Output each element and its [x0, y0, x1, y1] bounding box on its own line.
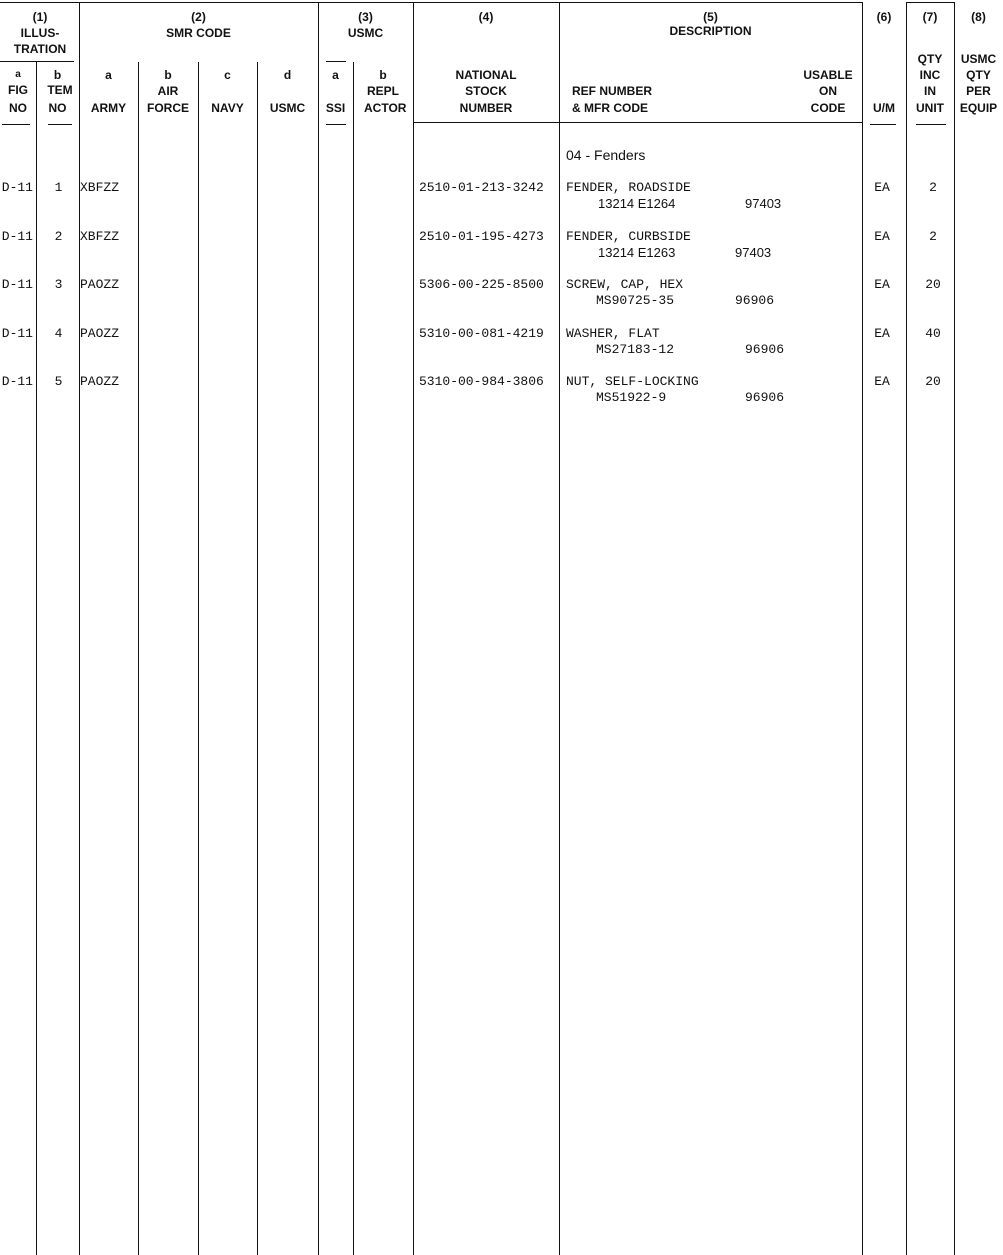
col-divider	[559, 2, 560, 1255]
mfr-code: 96906	[745, 390, 785, 405]
part-description: NUT, SELF-LOCKING	[566, 374, 699, 389]
col4-line1: NATIONAL	[455, 68, 517, 82]
col1-number: (1)	[32, 10, 48, 24]
national-stock-number: 5310-00-081-4219	[419, 326, 544, 341]
col4-number: (4)	[478, 10, 494, 24]
army-smr-code: XBFZZ	[80, 180, 120, 195]
col5-title: DESCRIPTION	[669, 24, 752, 38]
um-underline	[870, 124, 896, 125]
col5-usable-line1: USABLE	[803, 68, 853, 82]
col7-line4: UNIT	[916, 101, 944, 115]
part-description: FENDER, CURBSIDE	[566, 229, 691, 244]
col1b-line2: NO	[48, 101, 67, 115]
col-divider	[353, 62, 354, 1255]
col7-line3: IN	[924, 84, 936, 98]
col7-number: (7)	[922, 10, 938, 24]
col4-line3: NUMBER	[459, 101, 513, 115]
mfr-code: 96906	[745, 342, 785, 357]
qty-underline	[916, 124, 946, 125]
fig-number: D-11	[1, 277, 33, 292]
part-description: SCREW, CAP, HEX	[566, 277, 684, 292]
qty-in-unit: 40	[925, 326, 941, 341]
col2b-line1: AIR	[157, 84, 179, 98]
part-description: FENDER, ROADSIDE	[566, 180, 691, 195]
ssi-underline	[326, 124, 346, 125]
col2b-letter: b	[164, 68, 172, 82]
item-underline	[48, 124, 72, 125]
ref-number: 13214 E1263	[598, 245, 676, 260]
army-smr-code: PAOZZ	[80, 326, 120, 341]
col1a-line1: FIG	[8, 83, 28, 97]
national-stock-number: 2510-01-195-4273	[419, 229, 544, 244]
unit-of-measure: EA	[874, 180, 890, 195]
col2d-line1: USMC	[269, 101, 306, 115]
illus-underline	[0, 61, 74, 62]
col2c-line1: NAVY	[211, 101, 244, 115]
col3a-line1: SSI	[325, 101, 346, 115]
unit-of-measure: EA	[874, 229, 890, 244]
col-divider	[413, 2, 414, 1255]
qty-in-unit: 20	[925, 277, 941, 292]
mfr-code: 97403	[745, 196, 782, 211]
col2a-line1: ARMY	[90, 101, 127, 115]
mfr-code: 97403	[735, 245, 772, 260]
col-divider	[257, 62, 258, 1255]
top-rule	[0, 2, 862, 3]
army-smr-code: PAOZZ	[80, 374, 120, 389]
col1-title-line2: TRATION	[13, 42, 67, 56]
col1a-letter: a	[15, 69, 21, 80]
qty-in-unit: 20	[925, 374, 941, 389]
fig-number: D-11	[1, 180, 33, 195]
col1-title-line1: ILLUS-	[20, 26, 60, 40]
item-number: 1	[54, 180, 63, 195]
col8-line2: QTY	[966, 68, 991, 82]
col8-line1: USMC	[960, 52, 997, 66]
ref-number: MS51922-9	[596, 390, 667, 405]
col6-line1: U/M	[873, 101, 895, 115]
col2-title: SMR CODE	[166, 26, 231, 40]
col1b-line1: TEM	[47, 83, 73, 97]
col-divider	[198, 62, 199, 1255]
col7-line2: INC	[919, 68, 941, 82]
item-number: 2	[54, 229, 63, 244]
col5-usable-line3: CODE	[810, 101, 846, 115]
part-description: WASHER, FLAT	[566, 326, 660, 341]
item-number: 5	[54, 374, 63, 389]
col5-ref-line1: REF NUMBER	[572, 84, 652, 98]
usmc-underline	[326, 61, 346, 62]
col1a-line2: NO	[9, 101, 27, 115]
unit-of-measure: EA	[874, 326, 890, 341]
national-stock-number: 2510-01-213-3242	[419, 180, 544, 195]
col2b-line2: FORCE	[147, 101, 189, 115]
col2a-letter: a	[105, 68, 112, 82]
col2-number: (2)	[191, 10, 206, 24]
national-stock-number: 5310-00-984-3806	[419, 374, 544, 389]
col8-number: (8)	[971, 10, 986, 24]
col3-title: USMC	[347, 26, 384, 40]
col3b-line1: REPL	[366, 84, 399, 98]
col4-line2: STOCK	[465, 84, 507, 98]
national-stock-number: 5306-00-225-8500	[419, 277, 544, 292]
col8-line4: EQUIP	[959, 101, 998, 115]
qty-in-unit: 2	[929, 229, 937, 244]
ref-number: MS27183-12	[596, 342, 675, 357]
col8-line3: PER	[966, 84, 991, 98]
group-heading: 04 - Fenders	[566, 147, 646, 163]
top-rule-col7	[906, 2, 954, 3]
army-smr-code: XBFZZ	[80, 229, 120, 244]
mfr-code: 96906	[735, 293, 775, 308]
col-divider	[318, 2, 319, 1255]
army-smr-code: PAOZZ	[80, 277, 120, 292]
col1b-letter: b	[53, 68, 62, 82]
col6-number: (6)	[876, 10, 892, 24]
qty-in-unit: 2	[929, 180, 937, 195]
ref-number: 13214 E1264	[598, 196, 676, 211]
col3-number: (3)	[358, 10, 373, 24]
col7-line1: QTY	[917, 52, 943, 66]
col5-usable-line2: ON	[819, 84, 837, 98]
col3a-letter: a	[332, 68, 339, 82]
col5-number: (5)	[703, 10, 718, 24]
unit-of-measure: EA	[874, 277, 890, 292]
unit-of-measure: EA	[874, 374, 890, 389]
fig-number: D-11	[1, 326, 33, 341]
col3b-letter: b	[379, 68, 387, 82]
item-number: 3	[54, 277, 63, 292]
fig-number: D-11	[1, 229, 33, 244]
col-divider	[138, 62, 139, 1255]
fig-underline	[2, 124, 30, 125]
col3b-line2: ACTOR	[364, 101, 407, 115]
col5-ref-line2: & MFR CODE	[572, 101, 648, 115]
col2d-letter: d	[283, 68, 292, 82]
header-bottom-rule	[413, 122, 862, 123]
col2c-letter: c	[224, 68, 231, 82]
item-number: 4	[54, 326, 63, 341]
ref-number: MS90725-35	[596, 293, 675, 308]
fig-number: D-11	[1, 374, 33, 389]
